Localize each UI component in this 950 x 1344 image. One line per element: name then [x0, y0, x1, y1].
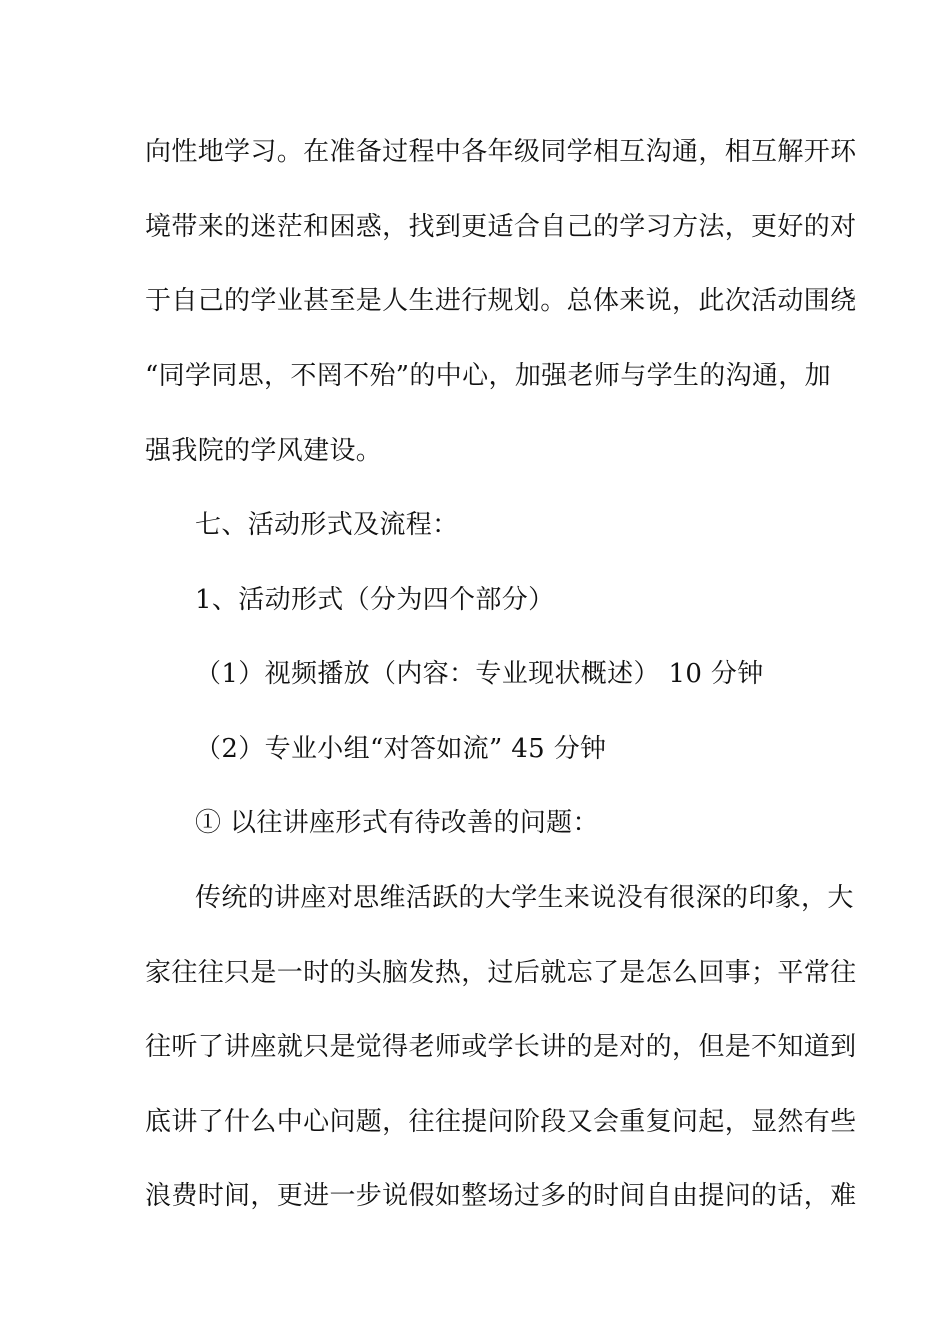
list-item: （2）专业小组“对答如流” 45 分钟	[195, 734, 607, 764]
subsection-heading: 1、活动形式（分为四个部分）	[195, 585, 555, 615]
paragraph-line: 于自己的学业甚至是人生进行规划。总体来说，此次活动围绕	[145, 286, 857, 316]
paragraph-line: 家往往只是一时的头脑发热，过后就忘了是怎么回事；平常往	[145, 958, 857, 988]
section-heading: 七、活动形式及流程：	[195, 510, 459, 540]
paragraph-line: 传统的讲座对思维活跃的大学生来说没有很深的印象，大	[195, 883, 854, 913]
paragraph-line: 底讲了什么中心问题，往往提问阶段又会重复问起，显然有些	[145, 1107, 857, 1137]
paragraph-line: “同学同思，不罔不殆”的中心，加强老师与学生的沟通，加	[145, 361, 832, 391]
paragraph-line: 浪费时间，更进一步说假如整场过多的时间自由提问的话，难	[145, 1181, 857, 1211]
paragraph-line: 往听了讲座就只是觉得老师或学长讲的是对的，但是不知道到	[145, 1032, 857, 1062]
paragraph-line: 向性地学习。在准备过程中各年级同学相互沟通，相互解开环	[145, 137, 857, 167]
list-item: （1）视频播放（内容：专业现状概述） 10 分钟	[195, 659, 764, 689]
paragraph-line: 境带来的迷茫和困惑，找到更适合自己的学习方法，更好的对	[145, 212, 857, 242]
numbered-item: ① 以往讲座形式有待改善的问题：	[195, 808, 599, 838]
paragraph-line: 强我院的学风建设。	[145, 436, 383, 466]
